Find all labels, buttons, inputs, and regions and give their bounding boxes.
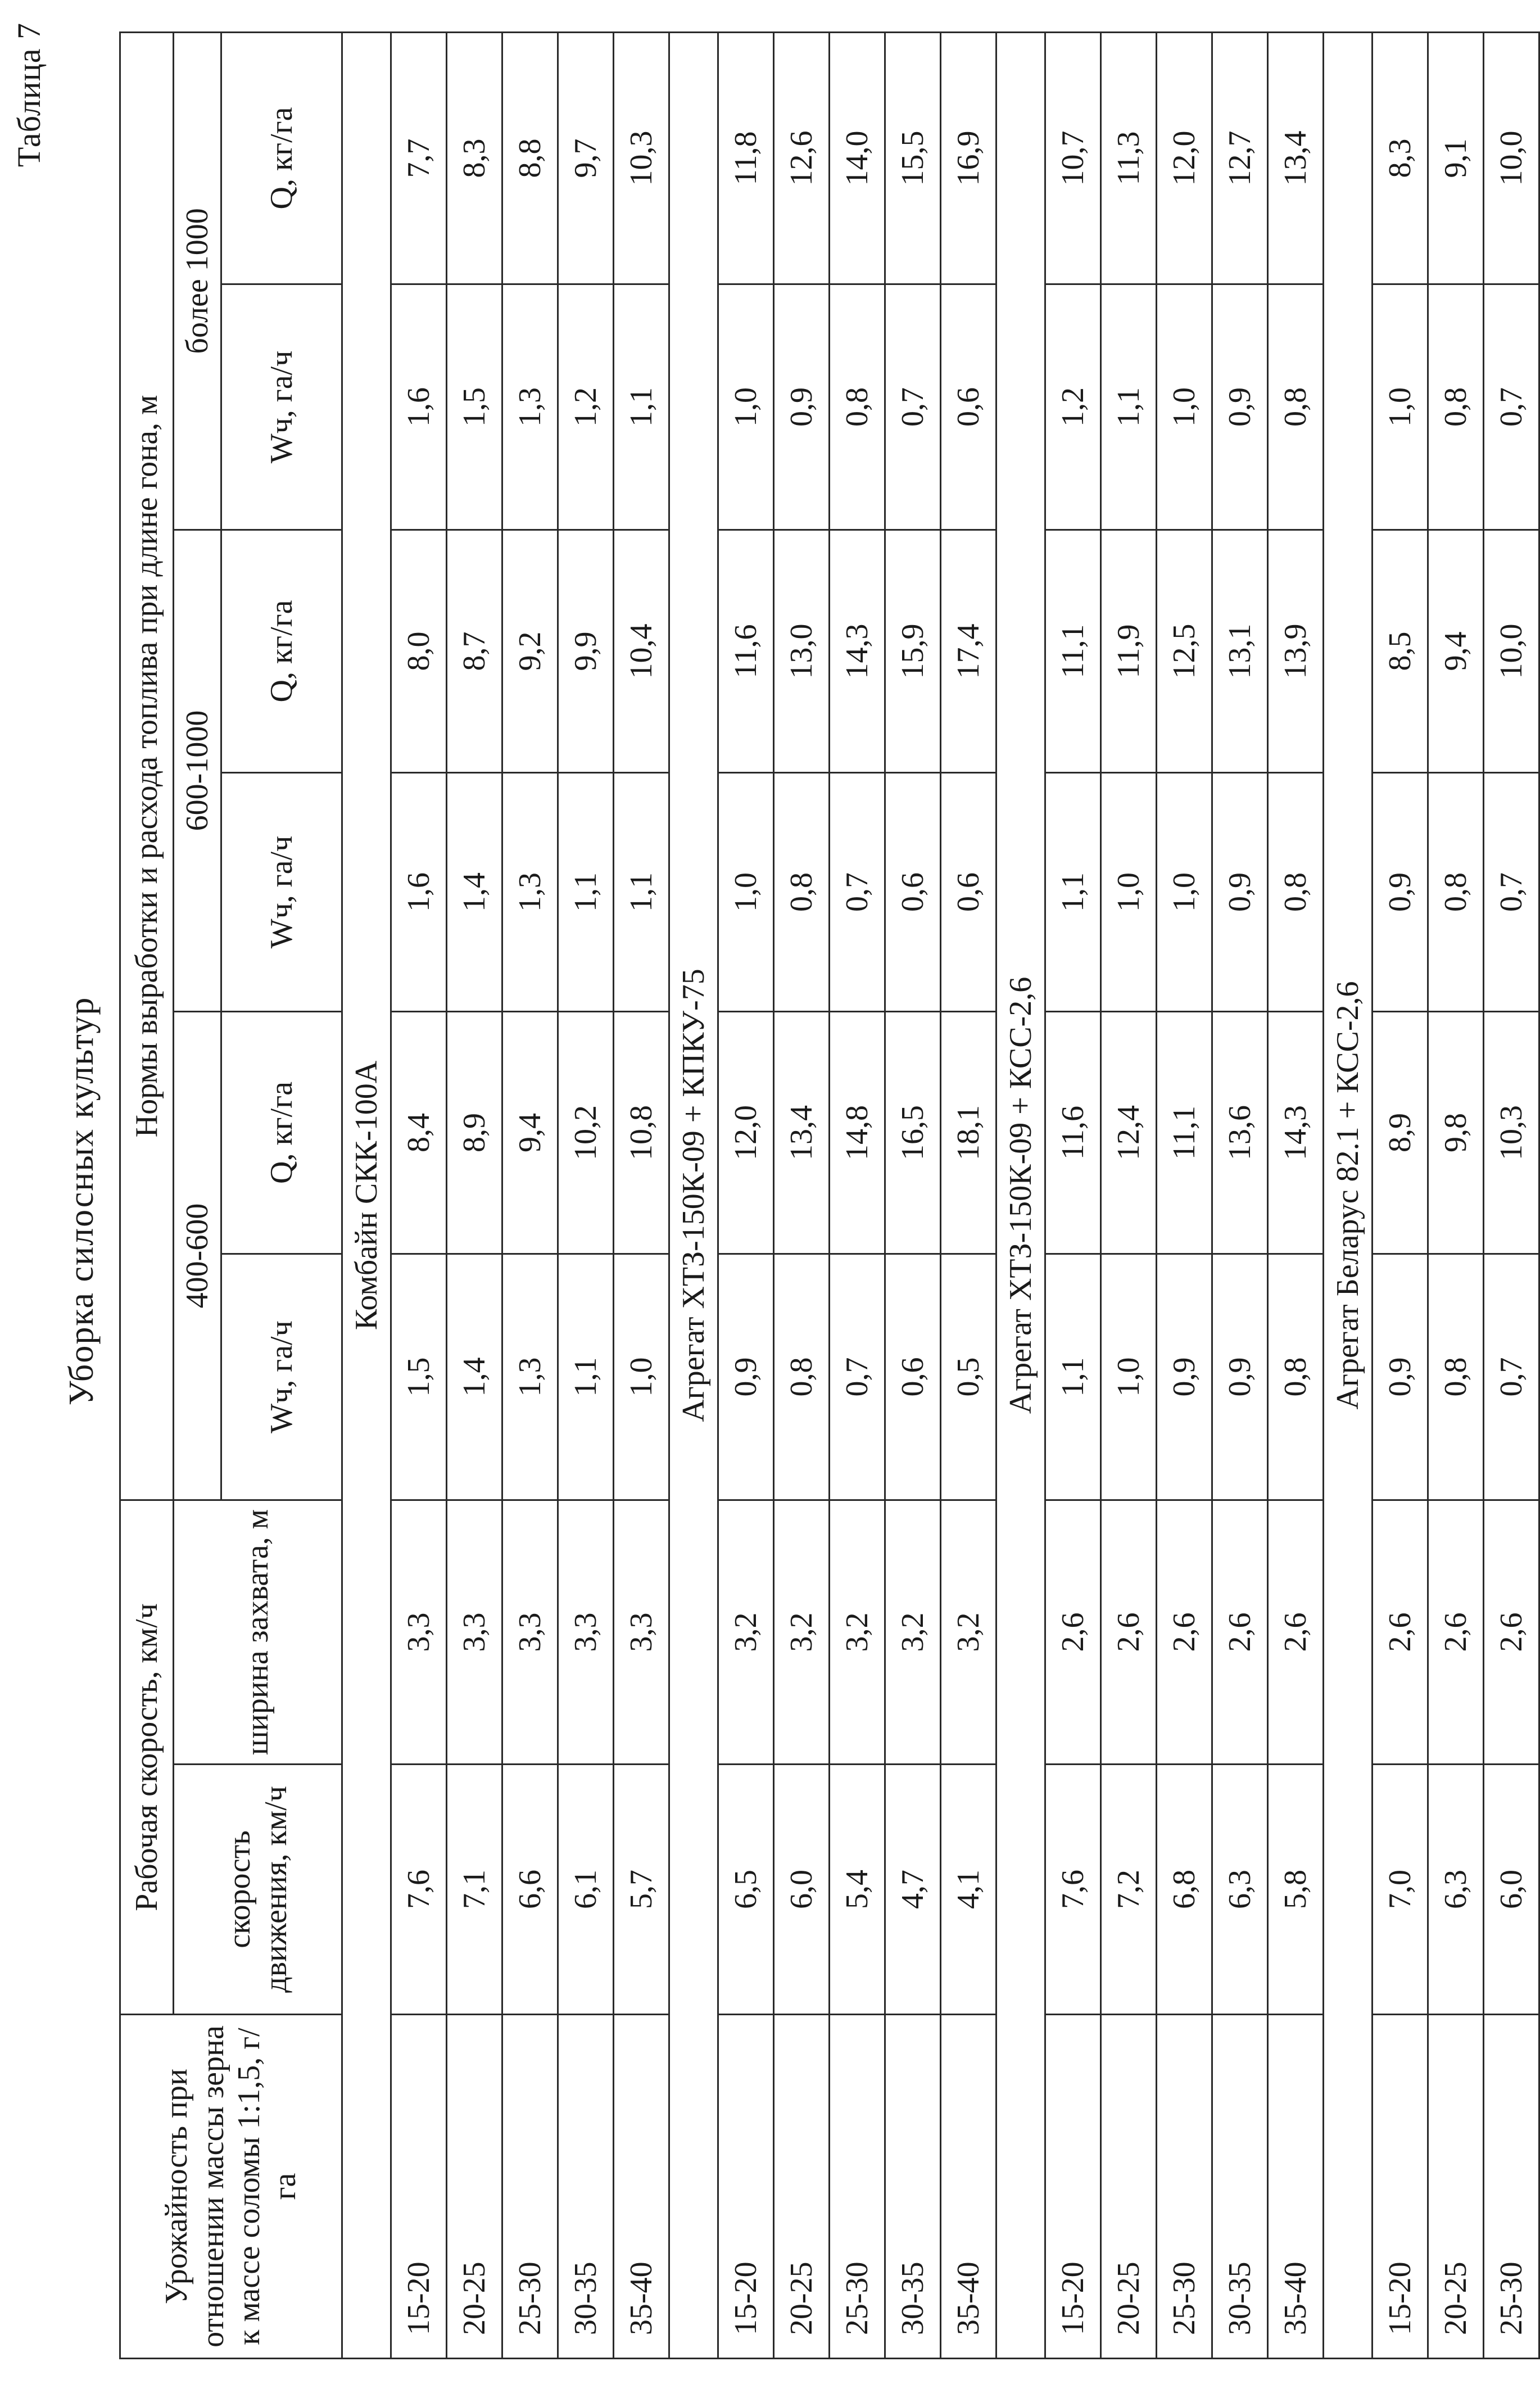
cell-speed: 4,1 xyxy=(941,1765,997,2015)
cell-width: 3,2 xyxy=(941,1500,997,1764)
table-row xyxy=(1373,32,1428,2358)
table-row xyxy=(718,32,774,2358)
cell-w-400-600: 0,9 xyxy=(718,1254,774,1500)
group-name: Агрегат ХТЗ-150К-09 + КПКУ-75 xyxy=(669,32,718,2358)
cell-w-400-600: 0,8 xyxy=(1428,1254,1484,1500)
cell-width: 2,6 xyxy=(1484,1500,1539,1764)
cell-q-600-1000: 9,2 xyxy=(502,530,558,772)
cell-w-over-1000: 0,9 xyxy=(774,284,830,530)
cell-w-400-600: 0,5 xyxy=(941,1254,997,1500)
cell-q-600-1000: 8,0 xyxy=(391,530,447,772)
cell-speed: 6,8 xyxy=(1157,1765,1212,2015)
cell-w-600-1000: 0,8 xyxy=(774,772,830,1011)
cell-w-400-600: 0,9 xyxy=(1157,1254,1212,1500)
cell-speed: 7,0 xyxy=(1373,1765,1428,2015)
page-title: Уборка силосных культур xyxy=(62,996,101,1406)
cell-yield: 20-25 xyxy=(447,2015,502,2359)
table-row xyxy=(1101,32,1157,2358)
cell-w-400-600: 0,7 xyxy=(830,1254,885,1500)
cell-w-over-1000: 1,1 xyxy=(614,284,669,530)
cell-yield: 25-30 xyxy=(830,2015,885,2359)
header-q-over-1000: Q, кг/га xyxy=(221,32,342,284)
cell-yield: 30-35 xyxy=(1212,2015,1268,2359)
group-name: Агрегат Беларус 82.1 + КСС-2,6 xyxy=(1324,32,1373,2358)
cell-speed: 7,6 xyxy=(391,1765,447,2015)
cell-speed: 6,0 xyxy=(1484,1765,1539,2015)
cell-width: 3,3 xyxy=(502,1500,558,1764)
header-speed-group: Рабочая скорость, км/ч xyxy=(120,1500,174,2014)
cell-speed: 7,1 xyxy=(447,1765,502,2015)
header-q-600-1000: Q, кг/га xyxy=(221,530,342,772)
cell-q-600-1000: 11,6 xyxy=(718,530,774,772)
cell-w-600-1000: 1,6 xyxy=(391,772,447,1011)
header-w-400-600: Wч, га/ч xyxy=(221,1254,342,1500)
cell-q-over-1000: 9,1 xyxy=(1428,32,1484,284)
cell-q-600-1000: 17,4 xyxy=(941,530,997,772)
cell-w-over-1000: 0,8 xyxy=(1428,284,1484,530)
cell-q-over-1000: 9,7 xyxy=(558,32,614,284)
cell-w-400-600: 1,4 xyxy=(447,1254,502,1500)
header-yield: Урожайность при отношении массы зерна к массе соломы 1:1,5, г/га xyxy=(120,2015,342,2359)
cell-yield: 20-25 xyxy=(774,2015,830,2359)
cell-w-400-600: 1,3 xyxy=(502,1254,558,1500)
cell-q-400-600: 12,0 xyxy=(718,1011,774,1254)
cell-q-over-1000: 12,6 xyxy=(774,32,830,284)
cell-yield: 35-40 xyxy=(614,2015,669,2359)
cell-w-400-600: 0,6 xyxy=(885,1254,941,1500)
cell-width: 3,3 xyxy=(447,1500,502,1764)
cell-w-over-1000: 1,0 xyxy=(1157,284,1212,530)
cell-width: 2,6 xyxy=(1157,1500,1212,1764)
cell-q-600-1000: 9,9 xyxy=(558,530,614,772)
cell-q-over-1000: 7,7 xyxy=(391,32,447,284)
table-row xyxy=(830,32,885,2358)
cell-yield: 25-30 xyxy=(502,2015,558,2359)
cell-w-400-600: 0,8 xyxy=(774,1254,830,1500)
cell-w-600-1000: 0,8 xyxy=(1428,772,1484,1011)
cell-q-400-600: 11,1 xyxy=(1157,1011,1212,1254)
cell-q-over-1000: 13,4 xyxy=(1268,32,1324,284)
table-row xyxy=(1045,32,1101,2358)
cell-q-over-1000: 15,5 xyxy=(885,32,941,284)
cell-w-over-1000: 1,2 xyxy=(1045,284,1101,530)
cell-width: 3,2 xyxy=(718,1500,774,1764)
cell-q-400-600: 8,9 xyxy=(1373,1011,1428,1254)
cell-q-over-1000: 12,7 xyxy=(1212,32,1268,284)
cell-q-over-1000: 11,8 xyxy=(718,32,774,284)
cell-w-600-1000: 0,7 xyxy=(1484,772,1539,1011)
cell-width: 2,6 xyxy=(1045,1500,1101,1764)
cell-q-400-600: 10,3 xyxy=(1484,1011,1539,1254)
cell-w-400-600: 1,0 xyxy=(614,1254,669,1500)
cell-w-400-600: 0,7 xyxy=(1484,1254,1539,1500)
group-header-row xyxy=(1324,32,1373,2358)
header-range-over-1000: более 1000 xyxy=(174,32,221,530)
cell-width: 3,2 xyxy=(885,1500,941,1764)
cell-yield: 20-25 xyxy=(1428,2015,1484,2359)
cell-width: 3,2 xyxy=(774,1500,830,1764)
cell-q-400-600: 13,6 xyxy=(1212,1011,1268,1254)
cell-q-400-600: 9,4 xyxy=(502,1011,558,1254)
cell-speed: 4,7 xyxy=(885,1765,941,2015)
cell-w-over-1000: 1,0 xyxy=(718,284,774,530)
cell-w-over-1000: 1,5 xyxy=(447,284,502,530)
cell-w-600-1000: 1,1 xyxy=(558,772,614,1011)
cell-w-over-1000: 0,9 xyxy=(1212,284,1268,530)
header-range-600-1000: 600-1000 xyxy=(174,530,221,1011)
cell-w-over-1000: 1,6 xyxy=(391,284,447,530)
header-w-600-1000: Wч, га/ч xyxy=(221,772,342,1011)
cell-speed: 6,3 xyxy=(1428,1765,1484,2015)
cell-yield: 15-20 xyxy=(1373,2015,1428,2359)
cell-w-400-600: 0,8 xyxy=(1268,1254,1324,1500)
cell-q-400-600: 10,8 xyxy=(614,1011,669,1254)
cell-w-400-600: 1,0 xyxy=(1101,1254,1157,1500)
cell-q-over-1000: 8,3 xyxy=(1373,32,1428,284)
cell-speed: 5,7 xyxy=(614,1765,669,2015)
cell-q-over-1000: 11,3 xyxy=(1101,32,1157,284)
cell-yield: 15-20 xyxy=(391,2015,447,2359)
cell-w-600-1000: 1,0 xyxy=(718,772,774,1011)
cell-width: 3,3 xyxy=(391,1500,447,1764)
cell-q-600-1000: 9,4 xyxy=(1428,530,1484,772)
cell-width: 2,6 xyxy=(1212,1500,1268,1764)
cell-w-over-1000: 0,6 xyxy=(941,284,997,530)
cell-w-600-1000: 0,8 xyxy=(1268,772,1324,1011)
cell-w-600-1000: 0,6 xyxy=(941,772,997,1011)
cell-speed: 6,1 xyxy=(558,1765,614,2015)
header-range-400-600: 400-600 xyxy=(174,1011,221,1500)
cell-yield: 25-30 xyxy=(1484,2015,1539,2359)
cell-q-400-600: 16,5 xyxy=(885,1011,941,1254)
cell-q-400-600: 13,4 xyxy=(774,1011,830,1254)
group-name: Комбайн СКК-100А xyxy=(342,32,391,2358)
cell-width: 3,3 xyxy=(558,1500,614,1764)
cell-speed: 6,0 xyxy=(774,1765,830,2015)
cell-q-400-600: 9,8 xyxy=(1428,1011,1484,1254)
cell-width: 2,6 xyxy=(1428,1500,1484,1764)
cell-q-600-1000: 15,9 xyxy=(885,530,941,772)
cell-yield: 30-35 xyxy=(885,2015,941,2359)
cell-speed: 6,5 xyxy=(718,1765,774,2015)
cell-w-over-1000: 1,0 xyxy=(1373,284,1428,530)
cell-w-600-1000: 1,0 xyxy=(1101,772,1157,1011)
cell-yield: 20-25 xyxy=(1101,2015,1157,2359)
cell-q-600-1000: 12,5 xyxy=(1157,530,1212,772)
cell-w-400-600: 0,9 xyxy=(1373,1254,1428,1500)
table-header xyxy=(120,32,342,2358)
cell-speed: 6,6 xyxy=(502,1765,558,2015)
cell-speed: 6,3 xyxy=(1212,1765,1268,2015)
header-q-400-600: Q, кг/га xyxy=(221,1011,342,1254)
cell-w-600-1000: 1,1 xyxy=(614,772,669,1011)
table-row xyxy=(614,32,669,2358)
cell-w-over-1000: 1,2 xyxy=(558,284,614,530)
norms-table xyxy=(119,31,1540,2359)
cell-w-400-600: 0,9 xyxy=(1212,1254,1268,1500)
cell-q-600-1000: 13,0 xyxy=(774,530,830,772)
cell-yield: 25-30 xyxy=(1157,2015,1212,2359)
cell-width: 3,3 xyxy=(614,1500,669,1764)
cell-w-over-1000: 0,7 xyxy=(885,284,941,530)
cell-speed: 5,8 xyxy=(1268,1765,1324,2015)
cell-q-400-600: 14,3 xyxy=(1268,1011,1324,1254)
cell-q-600-1000: 8,7 xyxy=(447,530,502,772)
cell-w-400-600: 1,1 xyxy=(558,1254,614,1500)
cell-q-400-600: 14,8 xyxy=(830,1011,885,1254)
cell-width: 2,6 xyxy=(1268,1500,1324,1764)
cell-w-600-1000: 1,0 xyxy=(1157,772,1212,1011)
header-speed: скорость движения, км/ч xyxy=(174,1765,342,2015)
header-w-over-1000: Wч, га/ч xyxy=(221,284,342,530)
group-header-row xyxy=(669,32,718,2358)
cell-width: 2,6 xyxy=(1373,1500,1428,1764)
cell-speed: 5,4 xyxy=(830,1765,885,2015)
table-body xyxy=(342,32,1539,2358)
cell-w-over-1000: 0,8 xyxy=(1268,284,1324,530)
cell-yield: 30-35 xyxy=(558,2015,614,2359)
cell-q-400-600: 18,1 xyxy=(941,1011,997,1254)
cell-w-400-600: 1,5 xyxy=(391,1254,447,1500)
cell-q-600-1000: 11,9 xyxy=(1101,530,1157,772)
cell-w-over-1000: 0,8 xyxy=(830,284,885,530)
cell-q-400-600: 8,9 xyxy=(447,1011,502,1254)
table-row xyxy=(447,32,502,2358)
cell-w-400-600: 1,1 xyxy=(1045,1254,1101,1500)
table-row xyxy=(885,32,941,2358)
table-row xyxy=(941,32,997,2358)
cell-yield: 15-20 xyxy=(718,2015,774,2359)
cell-w-600-1000: 0,9 xyxy=(1212,772,1268,1011)
cell-q-over-1000: 10,3 xyxy=(614,32,669,284)
cell-q-600-1000: 14,3 xyxy=(830,530,885,772)
table-row xyxy=(391,32,447,2358)
table-row xyxy=(1484,32,1539,2358)
group-name: Агрегат ХТЗ-150К-09 + КСС-2,6 xyxy=(997,32,1045,2358)
table-row xyxy=(1428,32,1484,2358)
cell-w-over-1000: 0,7 xyxy=(1484,284,1539,530)
cell-q-600-1000: 13,9 xyxy=(1268,530,1324,772)
cell-q-600-1000: 13,1 xyxy=(1212,530,1268,772)
cell-w-over-1000: 1,1 xyxy=(1101,284,1157,530)
cell-w-600-1000: 0,9 xyxy=(1373,772,1428,1011)
cell-yield: 35-40 xyxy=(941,2015,997,2359)
cell-w-600-1000: 1,1 xyxy=(1045,772,1101,1011)
cell-speed: 7,6 xyxy=(1045,1765,1101,2015)
cell-q-400-600: 8,4 xyxy=(391,1011,447,1254)
cell-q-400-600: 10,2 xyxy=(558,1011,614,1254)
cell-q-over-1000: 10,0 xyxy=(1484,32,1539,284)
cell-q-600-1000: 10,0 xyxy=(1484,530,1539,772)
cell-q-400-600: 11,6 xyxy=(1045,1011,1101,1254)
table-row xyxy=(1268,32,1324,2358)
cell-q-over-1000: 8,3 xyxy=(447,32,502,284)
cell-q-400-600: 12,4 xyxy=(1101,1011,1157,1254)
cell-yield: 35-40 xyxy=(1268,2015,1324,2359)
cell-q-over-1000: 14,0 xyxy=(830,32,885,284)
cell-w-600-1000: 0,6 xyxy=(885,772,941,1011)
cell-width: 3,2 xyxy=(830,1500,885,1764)
cell-q-over-1000: 10,7 xyxy=(1045,32,1101,284)
header-width: ширина захвата, м xyxy=(174,1500,342,1764)
cell-w-600-1000: 1,4 xyxy=(447,772,502,1011)
cell-q-over-1000: 12,0 xyxy=(1157,32,1212,284)
table-number: Таблица 7 xyxy=(11,22,47,168)
cell-width: 2,6 xyxy=(1101,1500,1157,1764)
cell-q-600-1000: 8,5 xyxy=(1373,530,1428,772)
cell-q-600-1000: 10,4 xyxy=(614,530,669,772)
group-header-row xyxy=(997,32,1045,2358)
cell-q-over-1000: 16,9 xyxy=(941,32,997,284)
cell-q-over-1000: 8,8 xyxy=(502,32,558,284)
cell-yield: 15-20 xyxy=(1045,2015,1101,2359)
cell-w-600-1000: 0,7 xyxy=(830,772,885,1011)
cell-speed: 7,2 xyxy=(1101,1765,1157,2015)
group-header-row xyxy=(342,32,391,2358)
cell-w-over-1000: 1,3 xyxy=(502,284,558,530)
table-row xyxy=(1157,32,1212,2358)
table-row xyxy=(502,32,558,2358)
cell-w-600-1000: 1,3 xyxy=(502,772,558,1011)
table-row xyxy=(558,32,614,2358)
table-row xyxy=(1212,32,1268,2358)
table-row xyxy=(774,32,830,2358)
header-norms-group: Нормы выработки и расхода топлива при длине гона, м xyxy=(120,32,174,1500)
cell-q-600-1000: 11,1 xyxy=(1045,530,1101,772)
